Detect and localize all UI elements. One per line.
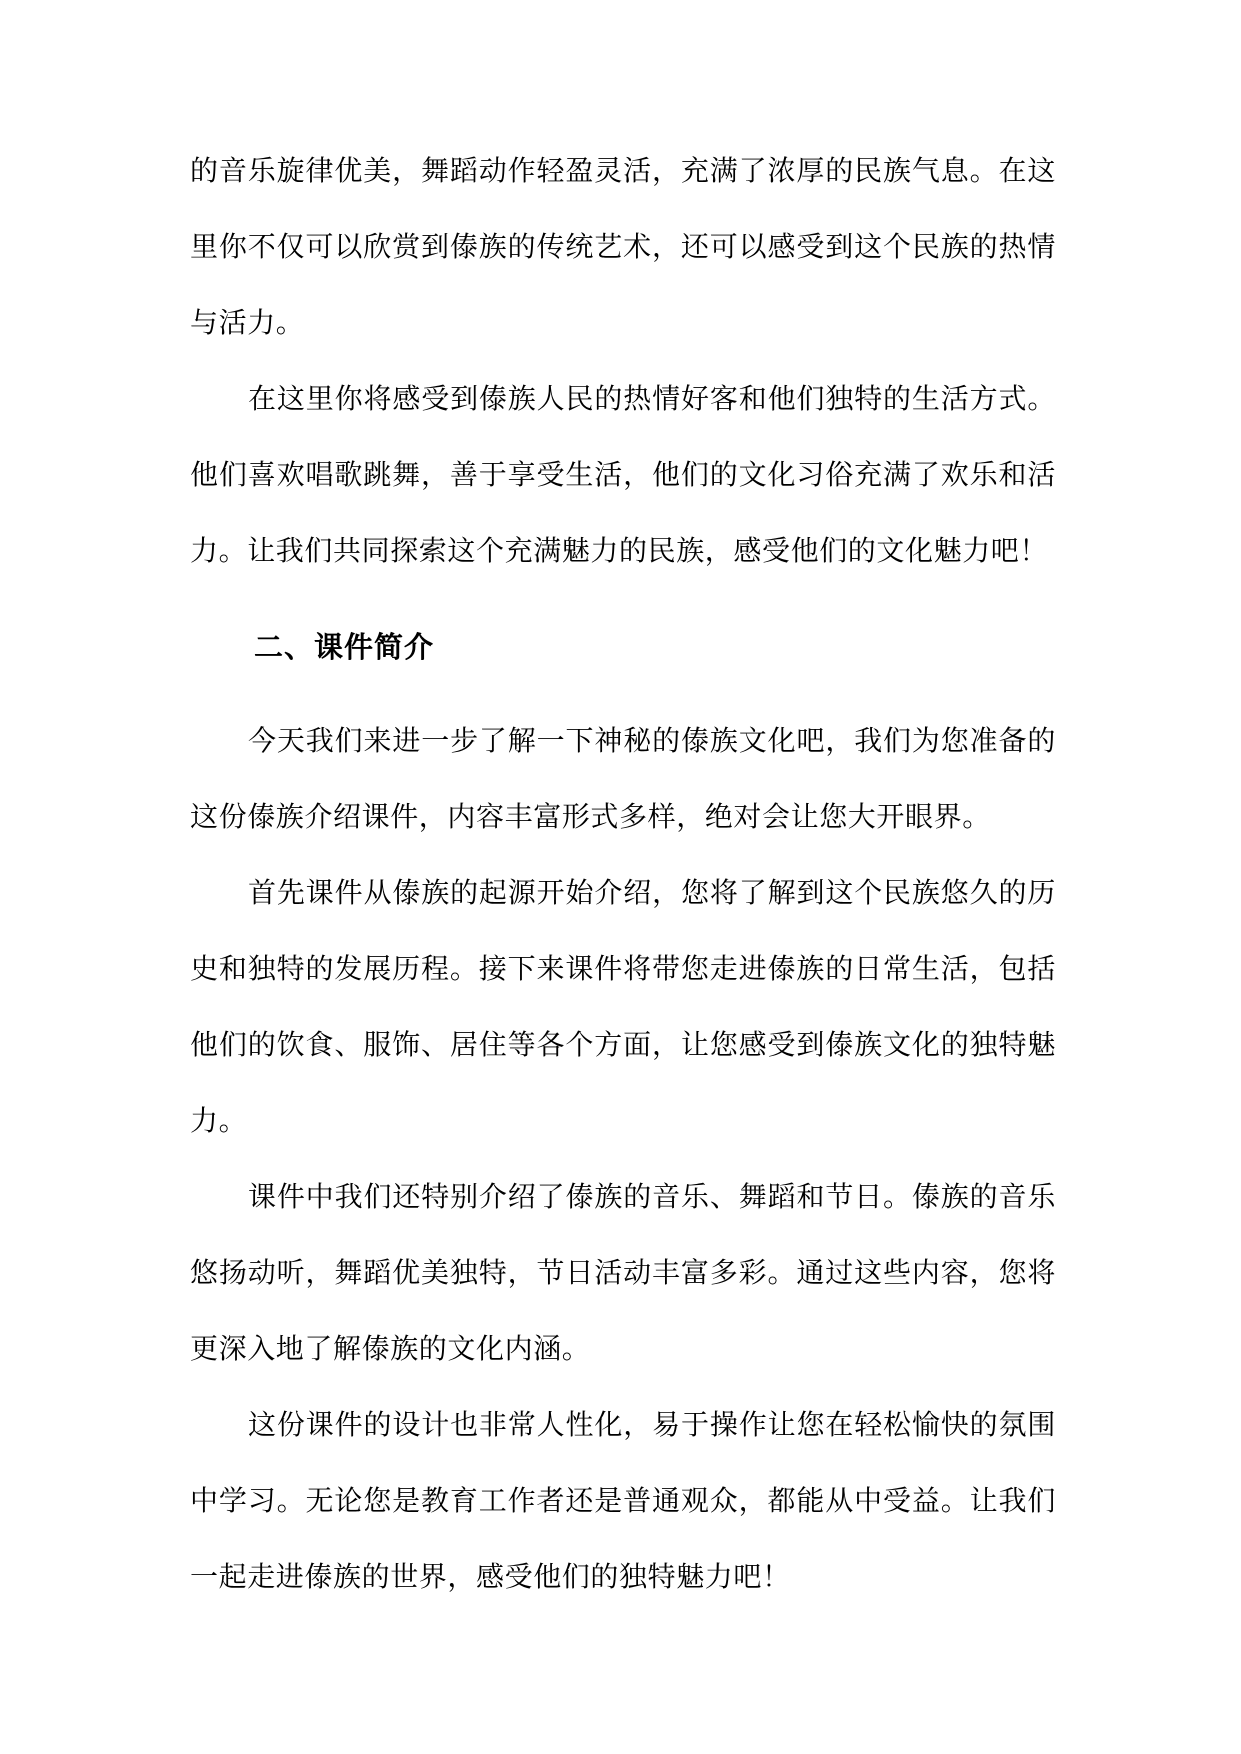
paragraph-continuation: 的音乐旋律优美，舞蹈动作轻盈灵活，充满了浓厚的民族气息。在这里你不仅可以欣赏到傣族的传统艺术，还可以感受到这个民族的热情与活力。 (190, 154, 1056, 339)
paragraph: 在这里你将感受到傣族人民的热情好客和他们独特的生活方式。他们喜欢唱歌跳舞，善于享受生活，他们的文化习俗充满了欢乐和活力。让我们共同探索这个充满魅力的民族，感受他们的文化魅力吧！ (190, 382, 1056, 567)
section-heading: 二、课件简介 (254, 630, 435, 664)
paragraph: 今天我们来进一步了解一下神秘的傣族文化吧，我们为您准备的这份傣族介绍课件，内容丰富形式多样，绝对会让您大开眼界。 (190, 724, 1056, 833)
paragraph: 首先课件从傣族的起源开始介绍，您将了解到这个民族悠久的历史和独特的发展历程。接下来课件将带您走进傣族的日常生活，包括他们的饮食、服饰、居住等各个方面，让您感受到傣族文化的独特魅力。 (190, 876, 1056, 1137)
paragraph: 课件中我们还特别介绍了傣族的音乐、舞蹈和节日。傣族的音乐悠扬动听，舞蹈优美独特，节日活动丰富多彩。通过这些内容，您将更深入地了解傣族的文化内涵。 (190, 1180, 1056, 1365)
paragraph: 这份课件的设计也非常人性化，易于操作让您在轻松愉快的氛围中学习。无论您是教育工作者还是普通观众，都能从中受益。让我们一起走进傣族的世界，感受他们的独特魅力吧！ (190, 1408, 1056, 1593)
document-body (190, 133, 1056, 1615)
